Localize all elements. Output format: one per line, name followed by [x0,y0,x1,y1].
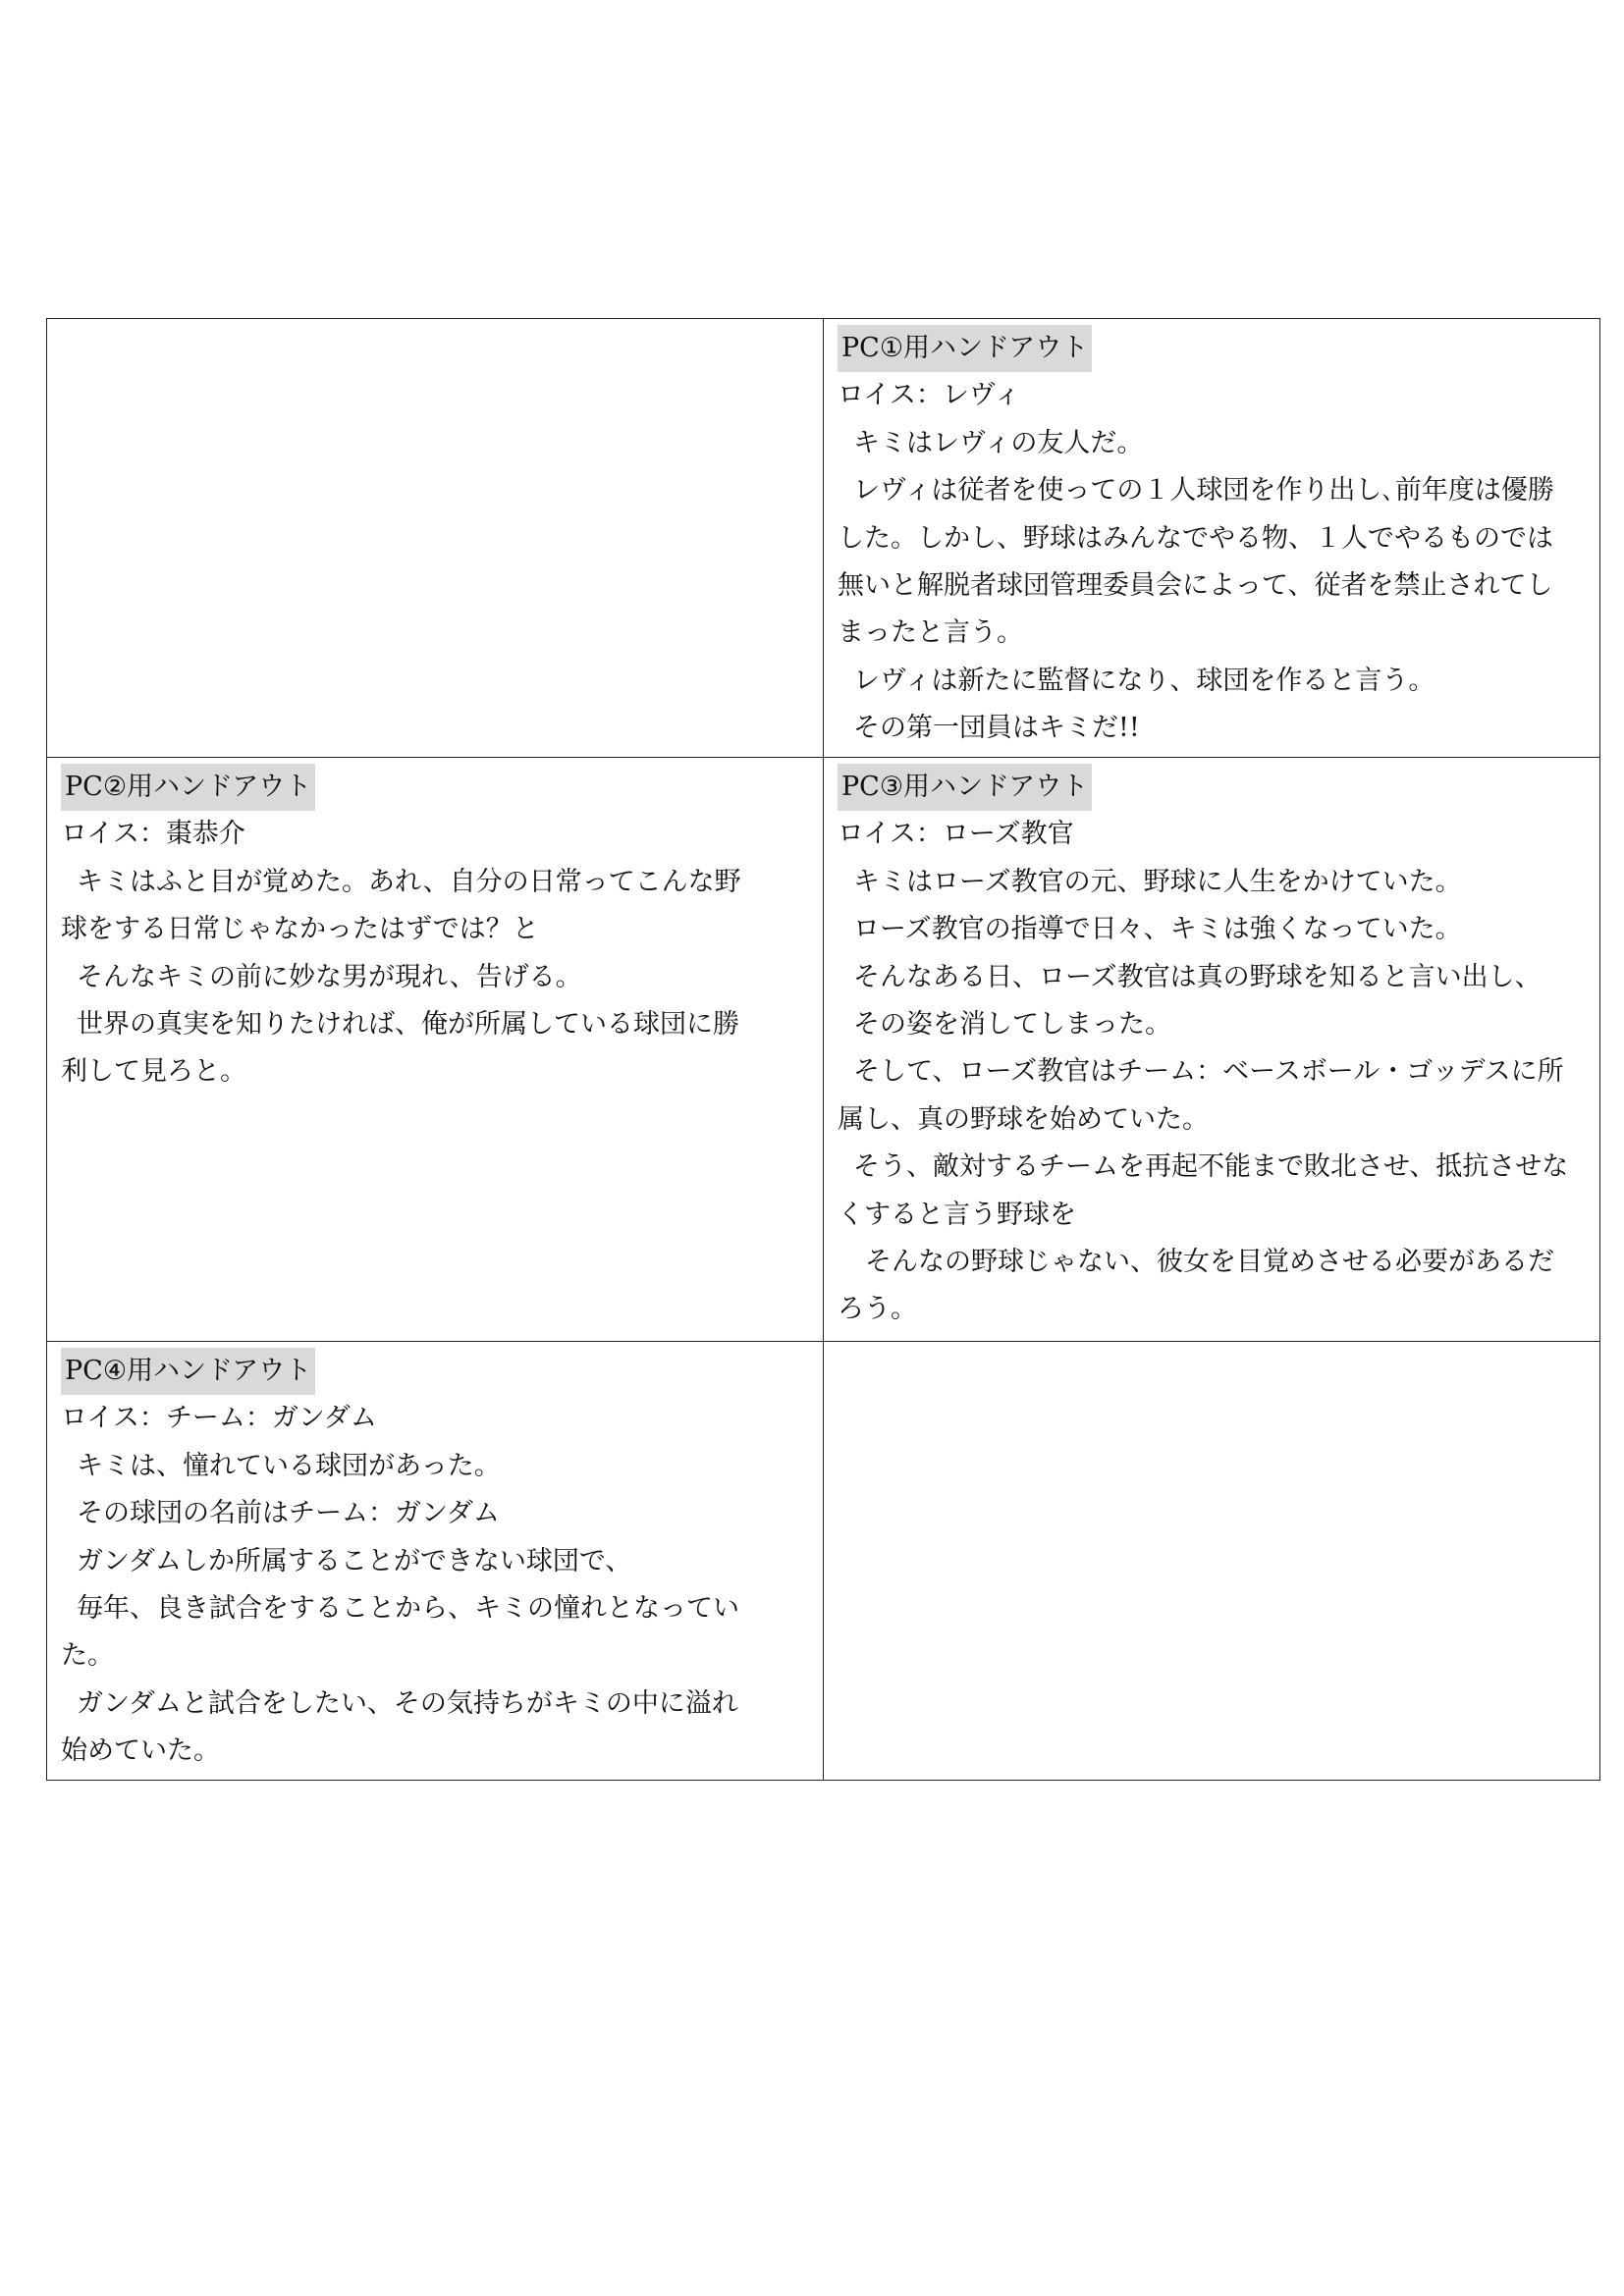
pc3-text-line: くすると言う野球を [838,1199,1076,1230]
pc1-text-line: キミはレヴィの友人だ。 [853,427,1144,458]
pc3-text-line: キミはローズ教官の元、野球に人生をかけていた。 [853,866,1462,897]
pc3-text-line: その姿を消してしまった。 [853,1009,1171,1041]
pc1-text-line: した。しかし、野球はみんなでやる物、１人でやるものでは [838,522,1553,554]
pc1-text-line: その第一団員はキミだ!! [853,713,1140,744]
pc1-handout-title: PC①用ハンドアウト [838,325,1092,372]
pc4-text-line: 始めていた。 [61,1735,220,1767]
pc2-text-line: キミはふと目が覚めた。あれ、自分の日常ってこんな野 [77,866,741,897]
pc4-text-line: た。 [61,1640,114,1672]
pc4-lois-line: ロイス：チーム：ガンダム [61,1403,377,1434]
pc1-text-line: 無いと解脱者球団管理委員会によって、従者を禁止されてし [838,570,1553,602]
pc4-text-line: ガンダムと試合をしたい、その気持ちがキミの中に溢れ [77,1687,738,1719]
pc2-text-line: そんなキミの前に妙な男が現れ、告げる。 [77,961,582,992]
pc2-handout-cell [47,758,824,1342]
pc3-text-line: ろう。 [838,1294,917,1325]
pc3-lois-line: ロイス：ローズ教官 [838,819,1074,850]
pc4-text-line: キミは、憧れている球団があった。 [77,1450,501,1481]
pc3-text-line: そんなの野球じゃない、彼女を目覚めさせる必要があるだ [865,1247,1554,1278]
pc4-handout-cell [47,1342,824,1781]
pc3-handout-title: PC③用ハンドアウト [838,764,1092,811]
pc1-text-line: レヴィは新たに監督になり、球団を作ると言う。 [853,665,1435,696]
handout-table [46,318,1600,1781]
pc2-handout-title: PC②用ハンドアウト [61,764,315,811]
pc4-text-line: ガンダムしか所属することができない球団で、 [77,1545,632,1576]
pc4-text-line: その球団の名前はチーム：ガンダム [77,1498,500,1529]
pc3-text-line: 属し、真の野球を始めていた。 [838,1103,1209,1135]
pc1-text-line: まったと言う。 [838,617,1023,649]
pc2-text-line: 球をする日常じゃなかったはずでは？と [61,914,539,945]
pc1-lois-line: ロイス：レヴィ [838,380,1021,411]
pc3-handout-cell [824,758,1600,1342]
pc2-text-line: 利して見ろと。 [61,1056,246,1088]
pc3-text-line: そんなある日、ローズ教官は真の野球を知ると言い出し、 [853,961,1542,992]
pc3-text-line: そう、敵対するチームを再起不能まで敗北させ、抵抗させな [853,1151,1569,1183]
pc2-text-line: 世界の真実を知りたければ、俺が所属している球団に勝 [77,1009,739,1041]
pc1-handout-cell [824,319,1600,758]
pc3-text-line: そして、ローズ教官はチーム：ベースボール・ゴッデスに所 [853,1056,1564,1088]
pc3-text-line: ローズ教官の指導で日々、キミは強くなっていた。 [853,914,1462,945]
pc1-text-line: レヴィは従者を使っての１人球団を作り出し､前年度は優勝 [853,475,1554,507]
empty-cell-top-left [47,319,824,758]
pc4-text-line: 毎年、良き試合をすることから、キミの憧れとなってい [77,1593,739,1625]
pc4-handout-title: PC④用ハンドアウト [61,1348,315,1395]
empty-cell-bottom-right [824,1342,1600,1781]
pc2-lois-line: ロイス：棗恭介 [61,819,245,850]
